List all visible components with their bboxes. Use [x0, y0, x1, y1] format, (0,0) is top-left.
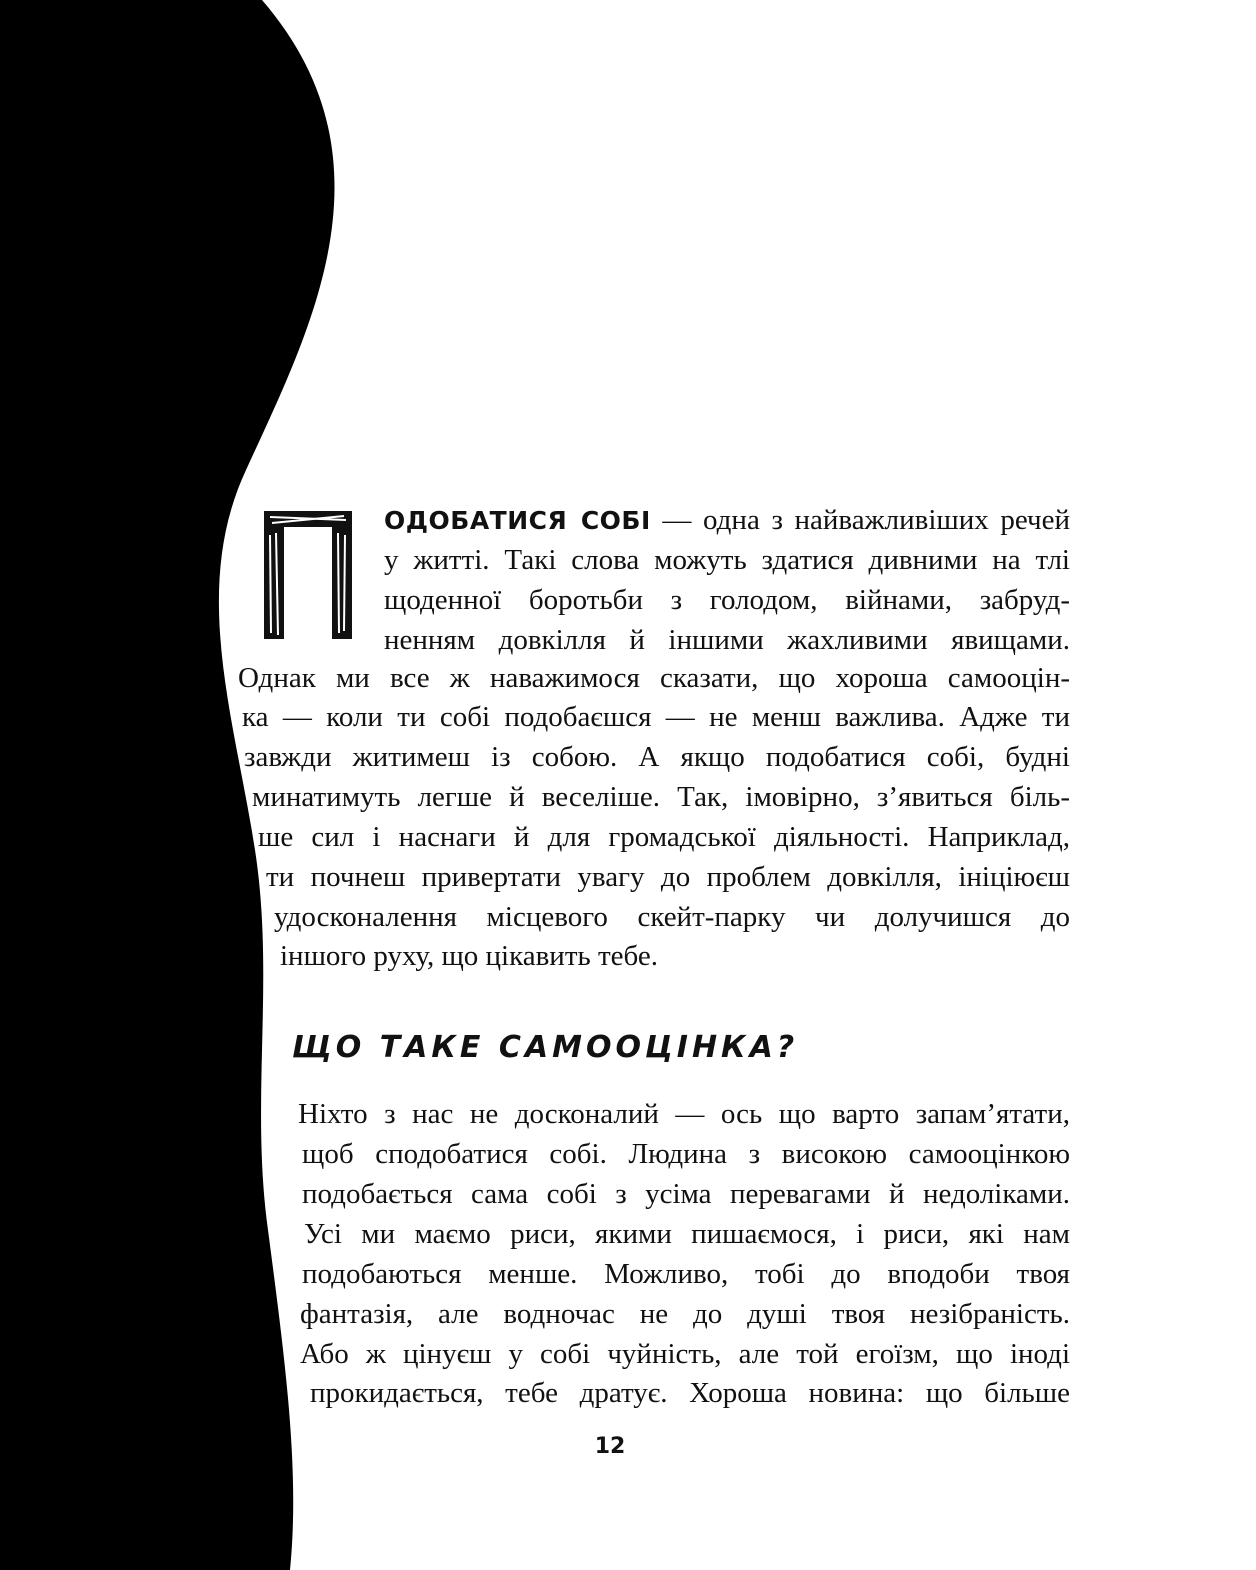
drop-cap-letter	[260, 505, 356, 645]
body-line: Або ж цінуєш у собі чуйність, але той егоїзм, що іноді	[300, 1338, 1070, 1370]
page-number: 12	[594, 1434, 626, 1459]
intro-line: Однак ми все ж наважимося сказати, що хороша самооцін-	[238, 662, 1070, 694]
body-line: подобається сама собі з усіма перевагами й недоліками.	[302, 1178, 1070, 1210]
intro-line: ше сил і наснаги й для громадської діяльності. Наприклад,	[258, 821, 1070, 853]
intro-line: іншого руху, що цікавить тебе.	[280, 940, 659, 972]
body-line: прокидається, тебе дратує. Хороша новина: що більше	[310, 1377, 1070, 1409]
intro-lead: ОДОБАТИСЯ СОБІ	[384, 506, 651, 535]
body-line: щоб сподобатися собі. Людина з високою самооцінкою	[302, 1138, 1070, 1170]
intro-line: ненням довкілля й іншими жахливими явищами.	[384, 624, 1070, 656]
intro-line: ти почнеш привертати увагу до проблем довкілля, ініціюєш	[266, 861, 1070, 893]
intro-line: завжди житимеш із собою. А якщо подобатися собі, будні	[244, 741, 1070, 773]
intro-line-1: ОДОБАТИСЯ СОБІ — одна з найважливіших речей	[384, 504, 1070, 536]
body-line: Ніхто з нас не досконалий — ось що варто запам’ятати,	[298, 1098, 1070, 1130]
intro-line: ка — коли ти собі подобаєшся — не менш важлива. Адже ти	[242, 701, 1070, 733]
body-line: подобаються менше. Можливо, тобі до вподоби твоя	[302, 1258, 1070, 1290]
intro-line: у житті. Такі слова можуть здатися дивними на тлі	[384, 544, 1070, 576]
intro-line: минатимуть легше й веселіше. Так, імовірно, з’явиться біль-	[252, 781, 1070, 813]
body-line: Усі ми маємо риси, якими пишаємося, і риси, які нам	[304, 1218, 1070, 1250]
intro-line: щоденної боротьби з голодом, війнами, забруд-	[384, 584, 1070, 616]
section-heading: ЩО ТАКЕ САМООЦІНКА?	[292, 1030, 799, 1065]
body-line: фантазія, але водночас не до душі твоя незібраність.	[300, 1298, 1070, 1330]
intro-line: удосконалення місцевого скейт-парку чи долучишся до	[274, 901, 1070, 933]
